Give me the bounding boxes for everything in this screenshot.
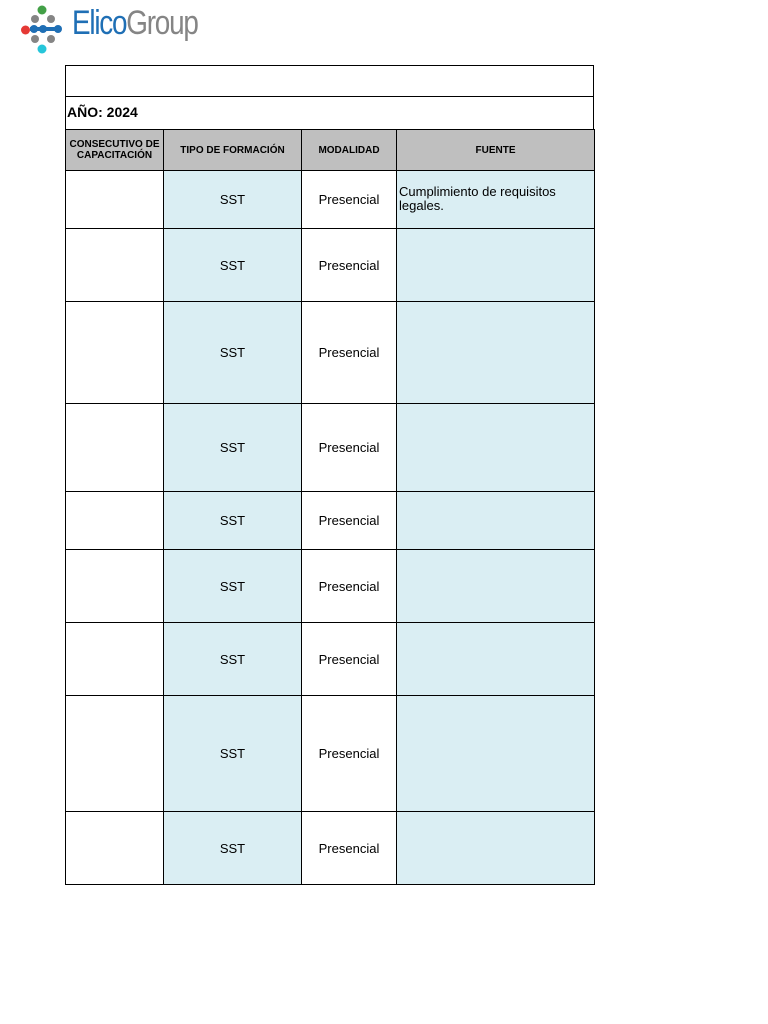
cell-consecutivo bbox=[66, 302, 164, 404]
cell-tipo-formacion: SST bbox=[164, 404, 302, 492]
logo-wordmark-part1: Elico bbox=[72, 4, 127, 42]
table-row bbox=[66, 623, 595, 696]
training-sheet bbox=[65, 65, 594, 885]
table-body bbox=[66, 171, 595, 885]
cell-modalidad: Presencial bbox=[302, 229, 397, 302]
table-row bbox=[66, 550, 595, 623]
training-table bbox=[65, 129, 595, 885]
cell-tipo-formacion: SST bbox=[164, 623, 302, 696]
cell-tipo-formacion: SST bbox=[164, 229, 302, 302]
cell-consecutivo bbox=[66, 229, 164, 302]
cell-tipo-formacion: SST bbox=[164, 550, 302, 623]
cell-tipo-formacion: SST bbox=[164, 171, 302, 229]
table-row bbox=[66, 302, 595, 404]
cell-fuente bbox=[397, 550, 595, 623]
cell-tipo-formacion: SST bbox=[164, 812, 302, 885]
cell-fuente-text: Cumplimiento de requisitos legales. bbox=[399, 184, 556, 213]
cell-consecutivo bbox=[66, 812, 164, 885]
cell-fuente-text bbox=[397, 550, 594, 564]
cell-fuente bbox=[397, 171, 595, 229]
column-header-modalidad: MODALIDAD bbox=[302, 130, 397, 171]
cell-consecutivo bbox=[66, 404, 164, 492]
column-header-tipo: TIPO DE FORMACIÓN bbox=[164, 130, 302, 171]
cell-fuente-text bbox=[397, 623, 594, 637]
table-row bbox=[66, 812, 595, 885]
table-row bbox=[66, 492, 595, 550]
cell-modalidad: Presencial bbox=[302, 812, 397, 885]
year-label: AÑO: 2024 bbox=[67, 104, 138, 120]
cell-fuente-text bbox=[397, 696, 594, 710]
cell-tipo-formacion: SST bbox=[164, 302, 302, 404]
cell-consecutivo bbox=[66, 623, 164, 696]
table-row bbox=[66, 696, 595, 812]
cell-modalidad: Presencial bbox=[302, 404, 397, 492]
logo-banner bbox=[65, 65, 594, 97]
cell-modalidad: Presencial bbox=[302, 302, 397, 404]
cell-fuente bbox=[397, 492, 595, 550]
cell-tipo-formacion: SST bbox=[164, 492, 302, 550]
column-header-consecutivo: CONSECUTIVO DE CAPACITACIÓN bbox=[66, 130, 164, 171]
table-row bbox=[66, 171, 595, 229]
cell-modalidad: Presencial bbox=[302, 171, 397, 229]
table-header-row bbox=[66, 130, 595, 171]
year-row bbox=[65, 97, 594, 129]
cell-tipo-formacion: SST bbox=[164, 696, 302, 812]
cell-fuente-text bbox=[397, 404, 594, 418]
cell-modalidad: Presencial bbox=[302, 550, 397, 623]
cell-fuente bbox=[397, 812, 595, 885]
cell-fuente bbox=[397, 229, 595, 302]
cell-fuente bbox=[397, 404, 595, 492]
cell-consecutivo bbox=[66, 696, 164, 812]
cell-consecutivo bbox=[66, 550, 164, 623]
cell-fuente-text bbox=[397, 302, 594, 316]
cell-fuente bbox=[397, 696, 595, 812]
column-header-fuente: FUENTE bbox=[397, 130, 595, 171]
cell-fuente-text bbox=[397, 229, 594, 243]
cell-fuente bbox=[397, 623, 595, 696]
elicogroup-logo bbox=[20, 3, 210, 55]
elicogroup-logo-icon bbox=[20, 3, 72, 55]
cell-modalidad: Presencial bbox=[302, 623, 397, 696]
table-row bbox=[66, 229, 595, 302]
cell-consecutivo bbox=[66, 492, 164, 550]
cell-modalidad: Presencial bbox=[302, 492, 397, 550]
cell-fuente-text bbox=[397, 492, 594, 506]
logo-wordmark bbox=[72, 4, 198, 43]
logo-wordmark-part2: Group bbox=[126, 4, 198, 42]
cell-modalidad: Presencial bbox=[302, 696, 397, 812]
cell-fuente bbox=[397, 302, 595, 404]
table-row bbox=[66, 404, 595, 492]
cell-fuente-text bbox=[397, 812, 594, 826]
cell-consecutivo bbox=[66, 171, 164, 229]
